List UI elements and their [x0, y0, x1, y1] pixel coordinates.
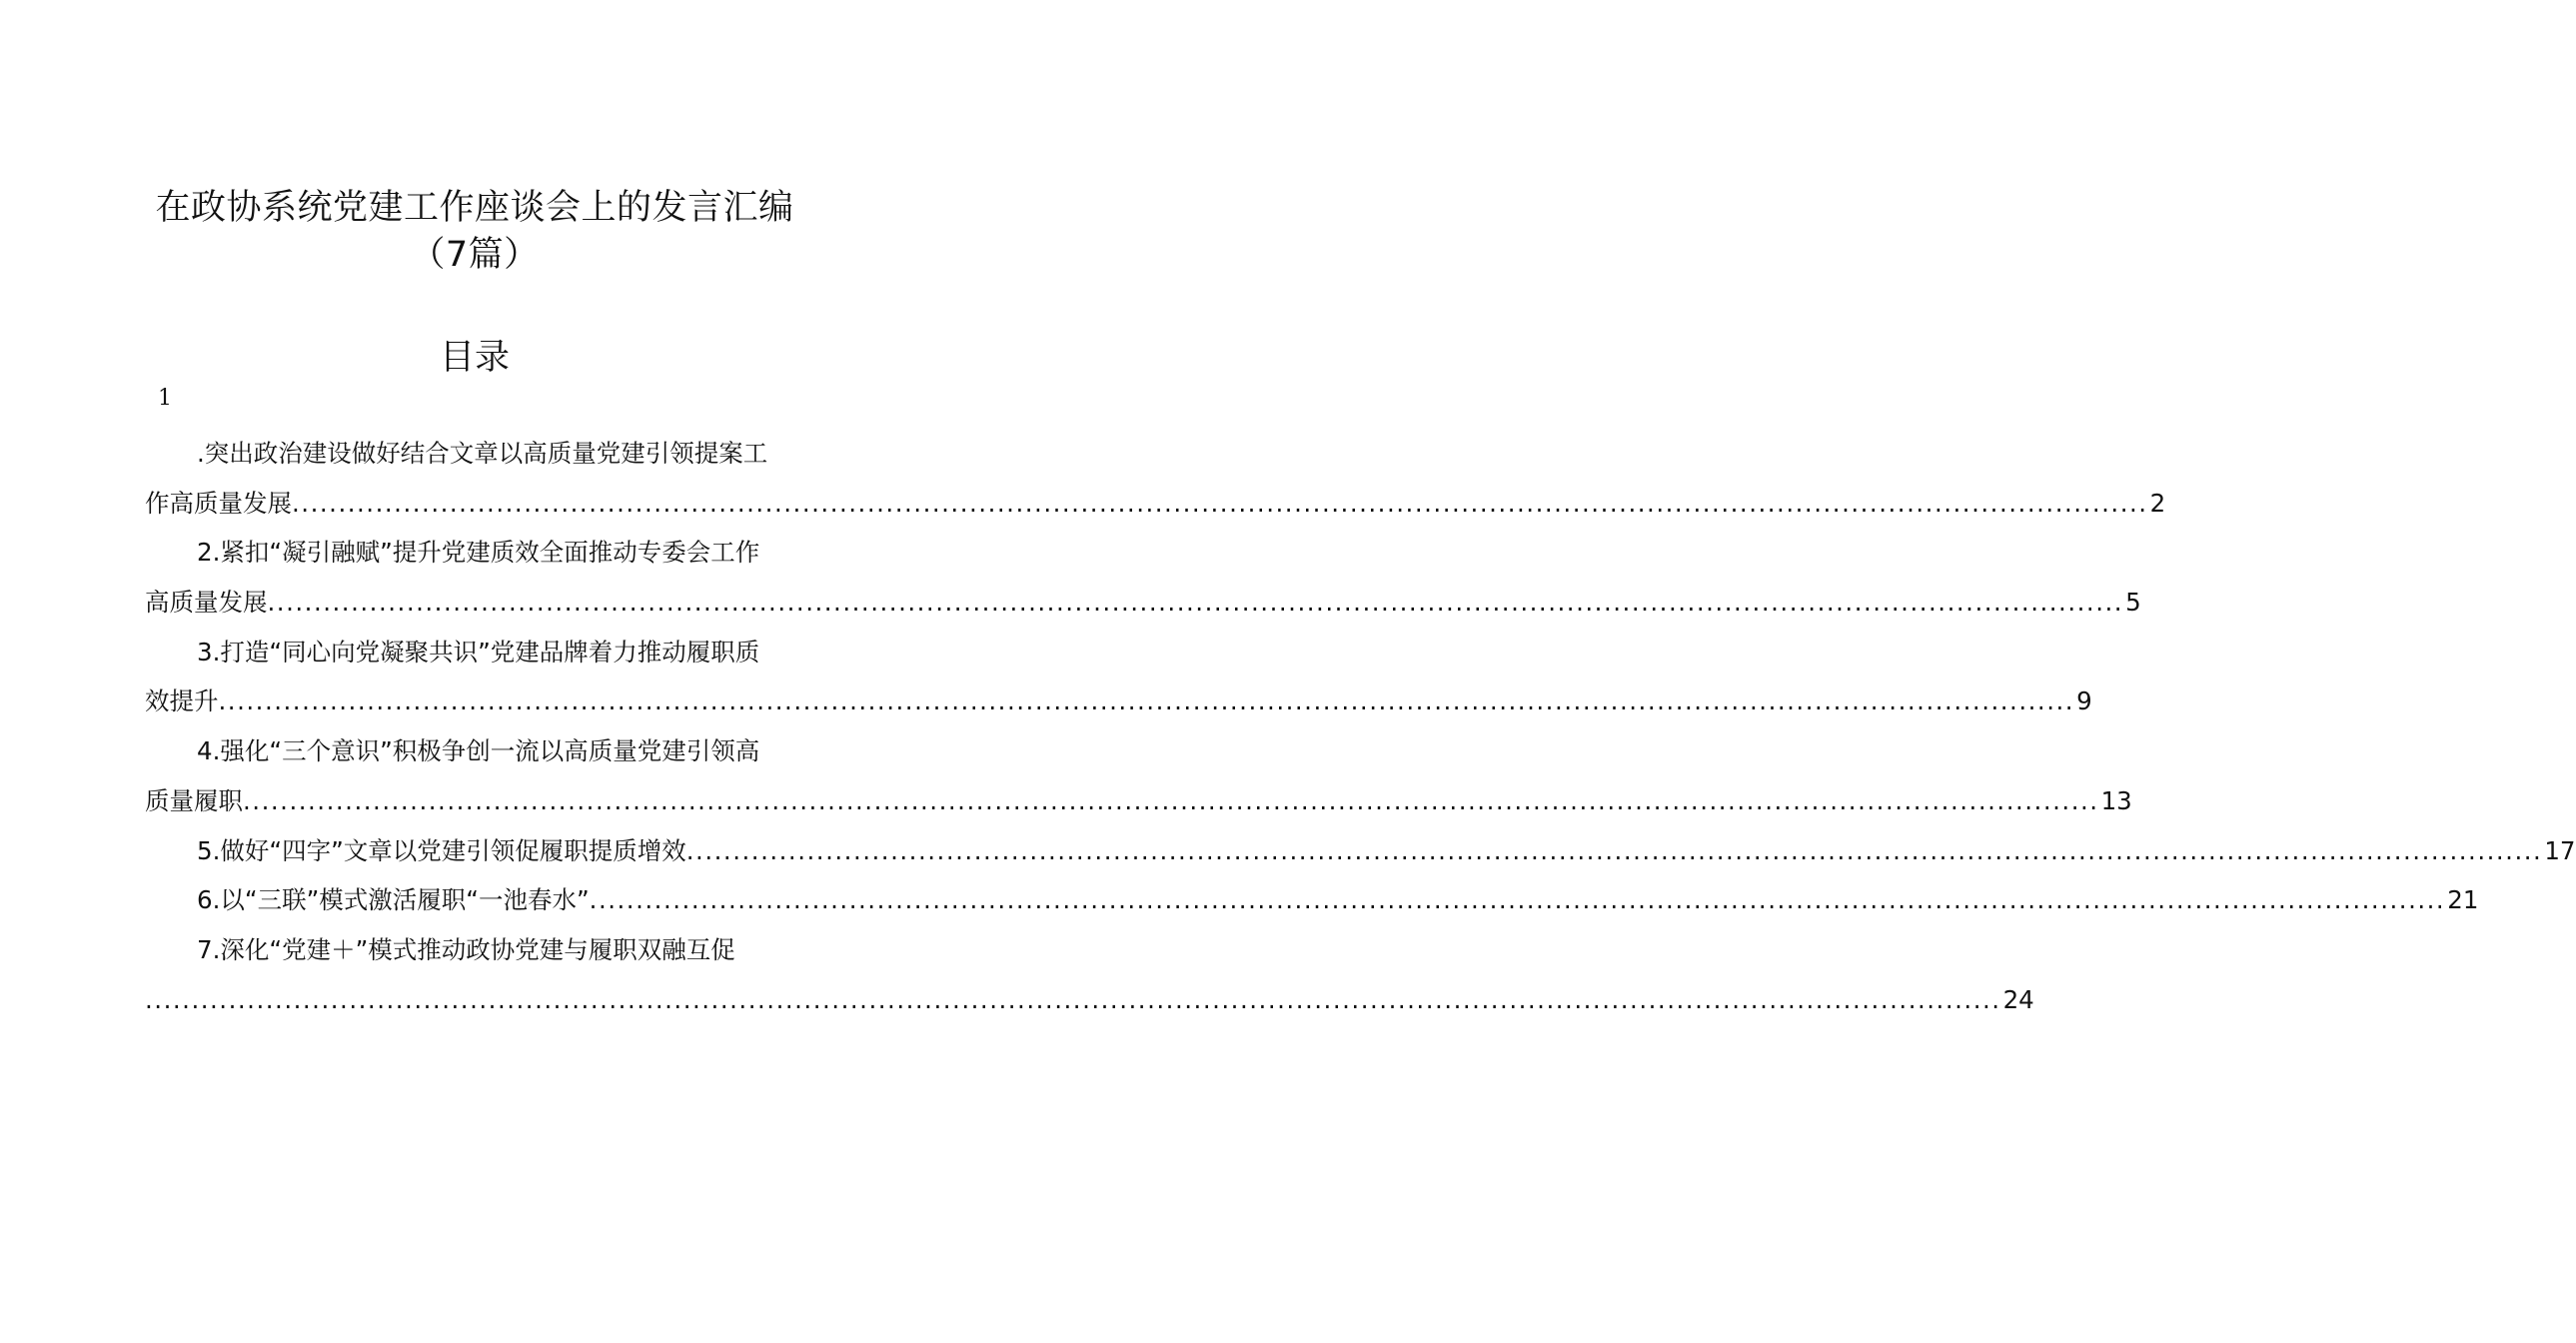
toc-heading: 目录: [439, 338, 510, 378]
toc-entry-6-page: 21: [2447, 885, 2479, 915]
toc-leader-dots: ........................................................................................................................................................................................................: [292, 488, 2148, 518]
toc-entry-1-line-1: .突出政治建设做好结合文章以高质量党建引领提案工: [197, 439, 768, 468]
toc-entry-6: [145, 875, 2479, 925]
toc-entry-5: [145, 826, 2576, 876]
toc-entry-5-title: 5.做好“四字”文章以党建引领促履职提质增效: [197, 835, 686, 865]
toc-entry-2-page: 5: [2125, 588, 2141, 618]
document-title-line-1: 在政协系统党建工作座谈会上的发言汇编: [155, 188, 794, 228]
document-title-line-2: （7篇）: [410, 235, 540, 275]
page-number-fragment: 1: [158, 386, 172, 411]
toc-entry-2-line-1: 2.紧扣“凝引融赋”提升党建质效全面推动专委会工作: [197, 538, 760, 568]
toc-entry-2-title-end: 高质量发展: [145, 588, 268, 618]
toc-entry-2-line-2: [145, 578, 2141, 628]
toc-entry-7-page: 24: [2002, 984, 2034, 1014]
toc-entry-7-line-1: 7.深化“党建＋”模式推动政协党建与履职双融互促: [197, 934, 735, 964]
toc-leader-dots: ........................................................................................................................................................................................................: [145, 984, 2001, 1014]
toc-entry-5-page: 17: [2544, 835, 2576, 865]
toc-leader-dots: ........................................................................................................................................................................................................: [589, 885, 2446, 915]
toc-entry-3-line-2: [145, 676, 2092, 726]
toc-leader-dots: ........................................................................................................................................................................................................: [685, 835, 2543, 865]
toc-entry-4-line-2: [145, 776, 2132, 826]
toc-leader-dots: ........................................................................................................................................................................................................: [243, 785, 2099, 815]
toc-leader-dots: ........................................................................................................................................................................................................: [218, 686, 2075, 716]
toc-entry-4-page: 13: [2100, 785, 2132, 815]
toc-entry-7-line-2: [145, 975, 2034, 1025]
toc-entry-1-title-end: 作高质量发展: [145, 488, 292, 518]
toc-entry-4-title-end: 质量履职: [145, 785, 243, 815]
toc-entry-3-title-end: 效提升: [145, 686, 219, 716]
toc-entry-4-line-1: 4.强化“三个意识”积极争创一流以高质量党建引领高: [197, 736, 760, 766]
toc-entry-6-title: 6.以“三联”模式激活履职“一池春水”: [197, 885, 590, 915]
table-of-contents: [145, 429, 2576, 1024]
toc-entry-1-line-2: [145, 479, 2166, 529]
toc-entry-1-page: 2: [2149, 488, 2166, 518]
toc-entry-3-line-1: 3.打造“同心向党凝聚共识”党建品牌着力推动履职质: [197, 637, 760, 667]
toc-entry-3-page: 9: [2076, 686, 2092, 716]
toc-leader-dots: ........................................................................................................................................................................................................: [267, 588, 2124, 618]
